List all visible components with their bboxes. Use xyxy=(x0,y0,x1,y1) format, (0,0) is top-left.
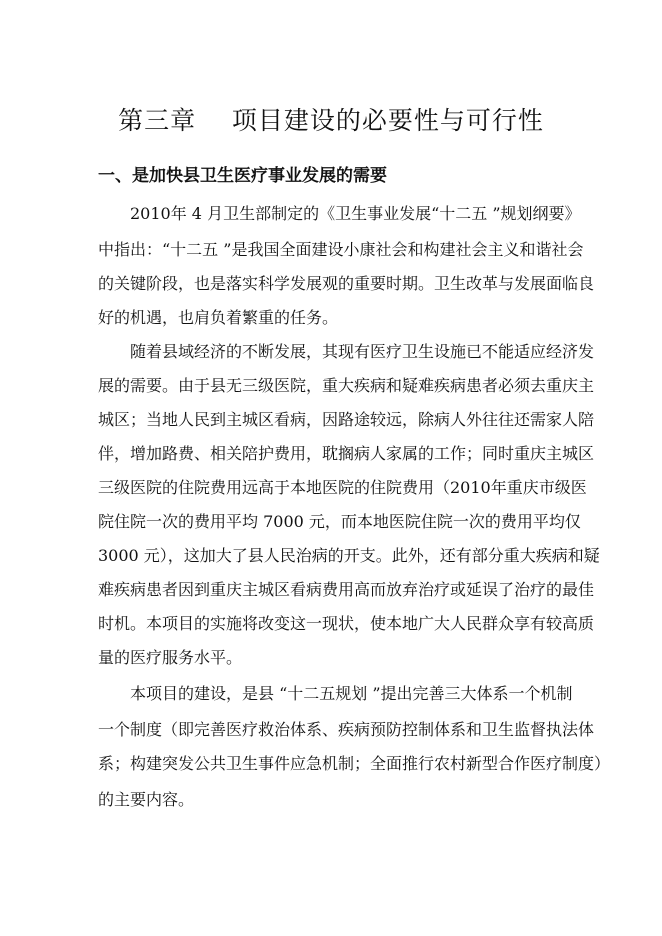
paragraph-3-line-2: 一个制度（即完善医疗救治体系、疾病预防控制体系和卫生监督执法体 xyxy=(98,720,595,739)
paragraph-1-line-4: 好的机遇，也肩负着繁重的任务。 xyxy=(98,308,339,327)
paragraph-1-line-1: 2010年 4 月卫生部制定的《卫生事业发展“十二五 ”规划纲要》 xyxy=(130,204,581,223)
paragraph-2-line-3: 城区；当地人民到主城区看病，因路途较远，除病人外往往还需家人陪 xyxy=(98,410,595,429)
paragraph-2-line-4: 伴，增加路费、相关陪护费用，耽搁病人家属的工作；同时重庆主城区 xyxy=(98,444,595,463)
paragraph-2-line-8: 难疾病患者因到重庆主城区看病费用高而放弃治疗或延误了治疗的最佳 xyxy=(98,580,595,599)
paragraph-2-line-2: 展的需要。由于县无三级医院，重大疾病和疑难疾病患者必须去重庆主 xyxy=(98,376,595,395)
paragraph-3-line-3: 系；构建突发公共卫生事件应急机制；全面推行农村新型合作医疗制度） xyxy=(98,754,611,773)
chapter-title: 第三章 项目建设的必要性与可行性 xyxy=(118,106,544,135)
paragraph-3-line-1: 本项目的建设，是县 “十二五规划 ”提出完善三大体系一个机制 xyxy=(130,684,573,703)
paragraph-2-line-1: 随着县域经济的不断发展，其现有医疗卫生设施已不能适应经济发 xyxy=(130,342,595,361)
paragraph-2-line-6: 院住院一次的费用平均 7000 元，而本地医院住院一次的费用平均仅 xyxy=(98,512,581,531)
section-heading: 一、是加快县卫生医疗事业发展的需要 xyxy=(98,166,387,186)
paragraph-1-line-2: 中指出：“十二五 ”是我国全面建设小康社会和构建社会主义和谐社会 xyxy=(98,240,584,259)
paragraph-3-line-4: 的主要内容。 xyxy=(98,790,195,809)
paragraph-2-line-7: 3000 元），这加大了县人民治病的开支。此外，还有部分重大疾病和疑 xyxy=(98,546,600,565)
paragraph-2-line-9: 时机。本项目的实施将改变这一现状，使本地广大人民群众享有较高质 xyxy=(98,614,595,633)
paragraph-1-line-3: 的关键阶段，也是落实科学发展观的重要时期。卫生改革与发展面临良 xyxy=(98,274,595,293)
paragraph-2-line-10: 量的医疗服务水平。 xyxy=(98,648,243,667)
paragraph-2-line-5: 三级医院的住院费用远高于本地医院的住院费用（2010年重庆市级医 xyxy=(98,478,587,497)
